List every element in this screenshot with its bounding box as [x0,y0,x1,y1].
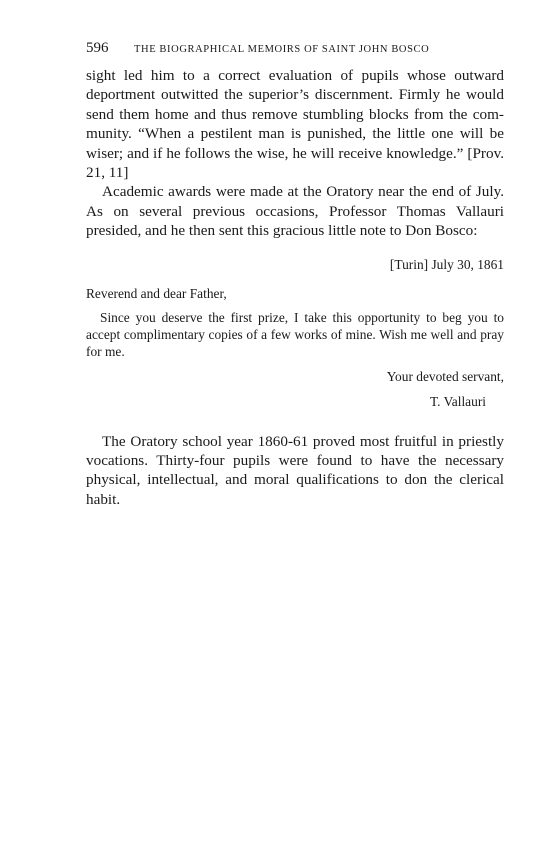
paragraph-continued: sight led him to a correct evaluation of pupils whose outward deportment outwitted the superior’s discernment. Firmly he would send them home and thus remove stumbling blocks from the com-munity. “When a pestilent man is punished, the little one will be wiser; and if he follows the wise, he will receive knowledge.” [Prov. 21, 11] [86,67,504,182]
running-head [86,40,504,62]
letter-salutation: Reverend and dear Father, [86,285,227,301]
letter [86,256,504,410]
main-text-after-letter [86,432,504,510]
letter-closing: Your devoted servant, [386,368,504,384]
main-text [86,66,504,241]
running-title: THE BIOGRAPHICAL MEMOIRS OF SAINT JOHN BOSCO [134,44,430,55]
letter-date: [Turin] July 30, 1861 [389,256,504,272]
letter-body: Since you deserve the first prize, I take this opportunity to beg you to accept complimentary copies of a few works of mine. Wish me well and pray for me. [86,309,504,359]
paragraph-vocations: The Oratory school year 1860-61 proved most fruitful in priestly vocations. Thirty-four pupils were found to have the necessary physical, intellectual, and moral qualifications to don the clerical habit. [86,432,504,508]
page-number: 596 [86,40,109,56]
paragraph-awards: Academic awards were made at the Oratory near the end of July. As on several previous occasions, Professor Thomas Vallauri presided, and he then sent this gracious little note to Don Bosco: [86,183,504,240]
letter-signature: T. Vallauri [429,393,486,409]
book-page [86,40,504,509]
